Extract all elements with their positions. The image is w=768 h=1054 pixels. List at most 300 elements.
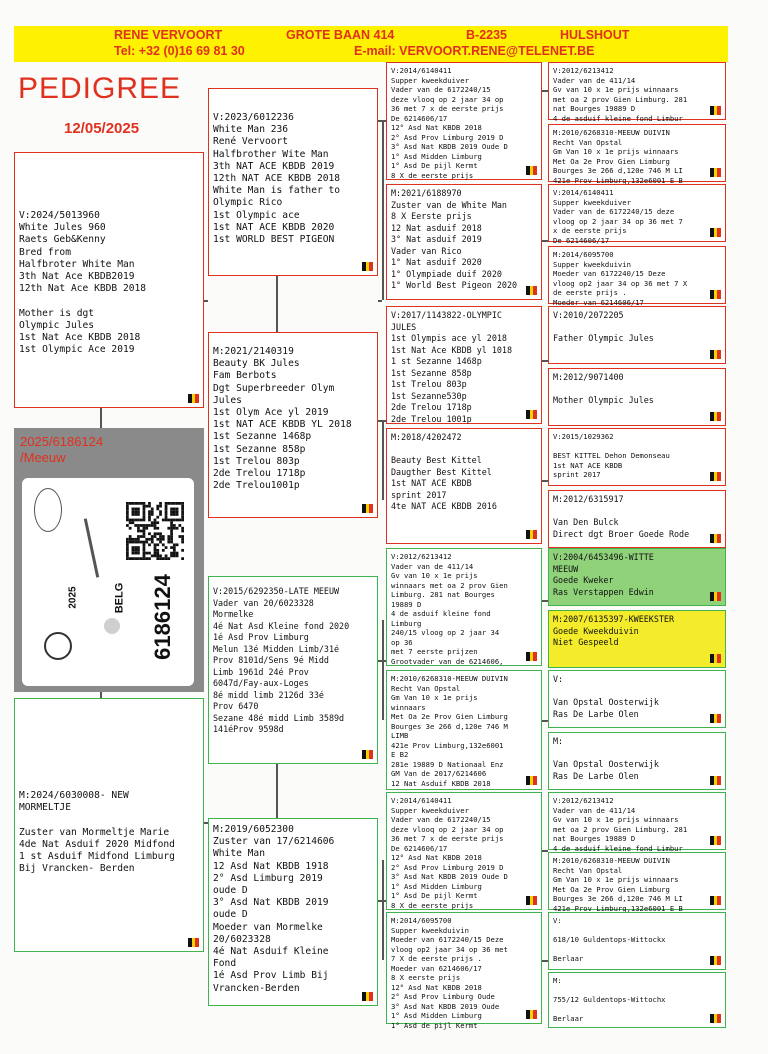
pedigree-line: V:2015/6292350-LATE MEEUW	[213, 586, 340, 596]
sire-sire-card	[208, 88, 378, 276]
pedigree-line: 19889 D	[391, 599, 422, 609]
belgian-flag-icon	[362, 504, 373, 513]
pedigree-line: 2° Asd Limburg 2019	[213, 872, 323, 884]
pedigree-line: Ras Verstappen Edwin	[553, 586, 654, 597]
pedigree-line: M:2010/6268310-MEEUW DUIVIN	[391, 674, 508, 683]
pedigree-line: V:2023/6012236	[213, 112, 294, 123]
tree-connector	[542, 90, 548, 92]
pedigree-line: vloog op2 jaar 34 op 36 met 7 X	[553, 278, 688, 288]
pedigree-line: Vader van Rico	[391, 245, 462, 256]
pedigree-line: V:	[553, 916, 562, 925]
breeder-phone: Tel: +32 (0)16 69 81 30	[114, 44, 245, 58]
g4-card-10	[548, 610, 726, 668]
pedigree-line: V:2012/6213412	[553, 66, 614, 75]
belgian-flag-icon	[710, 534, 721, 543]
belgian-flag-icon	[362, 992, 373, 1001]
pedigree-line: Prov 6470	[213, 701, 259, 711]
pedigree-line: 4 de asduif kleine fond	[391, 609, 491, 618]
tree-connector	[382, 860, 384, 960]
pedigree-line: met 7 eerste prijzen	[391, 647, 478, 656]
pedigree-line: 12° Asd Nat KBDB 2018	[391, 853, 482, 862]
pedigree-line: vloog op 2 jaar 34 op 36 met 7	[553, 216, 683, 226]
pedigree-line: V:2015/1029362	[553, 432, 614, 441]
pedigree-line: V:2014/6140411	[553, 188, 614, 197]
pedigree-line: Moeder van 6214606/17	[553, 297, 644, 307]
pedigree-line: 1st WORLD BEST PIGEON	[213, 234, 335, 246]
pedigree-line: Gv van 10 x 1e prijs	[391, 571, 478, 580]
pedigree-line: Vader van de 6172240/15	[391, 815, 491, 824]
pedigree-line: 3th Nat Ace KBDB2019	[19, 271, 135, 283]
pedigree-line: Bij Vrancken- Berden	[19, 863, 135, 875]
belgian-flag-icon	[710, 714, 721, 723]
g3-card-6	[386, 670, 542, 790]
pedigree-line: 8 X de eerste prijs	[391, 170, 474, 180]
pedigree-line	[553, 748, 721, 760]
pedigree-line: Dgt Superbreeder Olym	[213, 382, 335, 394]
breeder-email: E-mail: VERVOORT.RENE@TELENET.BE	[354, 44, 595, 58]
pedigree-line	[553, 384, 721, 396]
pedigree-line: M:	[553, 976, 562, 985]
pedigree-line: 1st Sezanne530p	[391, 390, 467, 401]
pedigree-line: Van Opstal Oosterwijk	[553, 697, 659, 707]
pedigree-line: Gm Van 10 x 1e prijs winnaars	[553, 875, 679, 884]
pedigree-line: 421e Prov Limburg,132e6001	[391, 740, 504, 750]
pedigree-line: M:	[553, 736, 564, 746]
pedigree-line: Fam Berbots	[213, 370, 277, 382]
pedigree-line: 8é midd limb 2126d 33é	[213, 689, 324, 700]
pedigree-line: Zuster van 17/6214606	[213, 836, 335, 848]
pedigree-line: 1é Asd Prov Limb Bij	[213, 970, 329, 982]
pedigree-line: Supper kweekduiver	[391, 75, 469, 85]
pedigree-line: 1° World Best Pigeon 2020	[391, 280, 518, 290]
pedigree-line: op 36	[391, 637, 413, 647]
pedigree-line: 12 Asd Nat KBDB 1918	[213, 860, 329, 872]
pedigree-line: Jules	[213, 394, 242, 406]
pedigree-line: winnaars met oa 2 prov Gien	[391, 580, 508, 590]
pedigree-line: 3° Asd Nat KBDB 2019 Oude D	[391, 142, 508, 151]
pedigree-line: 2de Trelou 1718p	[391, 402, 472, 412]
pedigree-line: 1st Olym Ace yl 2019	[213, 407, 329, 419]
pedigree-line: 1° Asd De pijl Kermt	[391, 891, 478, 900]
pedigree-line: Supper kweekduiver	[553, 197, 631, 207]
pedigree-line: Bourges 3e 266 d,120e 746 M LI	[553, 894, 683, 903]
pedigree-line: Fond	[213, 958, 237, 970]
ring-label	[20, 434, 103, 466]
header-banner	[14, 26, 728, 62]
kbdb-seal-icon	[34, 488, 62, 532]
tree-connector	[382, 420, 384, 500]
belgian-flag-icon	[526, 896, 537, 905]
pedigree-line: Vader van de 411/14	[391, 561, 474, 571]
tree-connector	[276, 300, 278, 302]
pedigree-line: 1st Olympic ace	[213, 209, 300, 221]
pedigree-line: 1st Olympis ace yl 2018	[391, 333, 507, 343]
g4-card-14	[548, 852, 726, 913]
pedigree-line: 421e Prov Limburg,132e6001 E B	[553, 175, 683, 185]
pedigree-line: 4é Nat Asd Kleine fond 2020	[213, 620, 350, 631]
pedigree-line: 12th NAT ACE KBDB 2018	[213, 173, 341, 185]
pedigree-line: 3° Asd Nat KBDB 2019 Oude	[391, 1001, 500, 1011]
pedigree-line: Ras De Larbe Olen	[553, 770, 639, 781]
pedigree-line: Father Olympic Jules	[553, 333, 654, 343]
pedigree-line: 8 X eerste prijs	[391, 973, 461, 982]
pedigree-line: Moeder van Mormelke	[213, 921, 323, 933]
pedigree-line: Supper kweekduivin	[553, 259, 631, 269]
pedigree-line: Zuster van de White Man	[391, 199, 507, 210]
pedigree-line: Met Oa 2e Prov Gien Limburg	[391, 712, 508, 721]
pedigree-line: 755/12 Guldentops-Wittochx	[553, 995, 666, 1004]
pedigree-line: 12th Nat Ace KBDB 2018	[19, 283, 147, 295]
pedigree-line: Vader van de 411/14	[553, 805, 636, 815]
pedigree-line: x de eerste prijs	[553, 226, 627, 235]
pedigree-line	[19, 295, 199, 307]
pedigree-line: oude D	[213, 885, 248, 897]
belgian-flag-icon	[710, 106, 721, 115]
belgian-flag-icon	[710, 654, 721, 663]
g4-card-7	[548, 428, 726, 486]
pedigree-line: Recht Van Opstal	[391, 683, 461, 693]
belgian-flag-icon	[362, 262, 373, 271]
pedigree-line: 281e 19889 D Nationaal Enz	[391, 759, 504, 769]
pedigree-line: Beauty BK Jules	[213, 358, 300, 370]
pedigree-line: 1st Nat Ace KBDB yl 1018	[391, 344, 513, 355]
belgian-flag-icon	[710, 290, 721, 299]
pedigree-line: Prov 8101d/Sens 9é Midd	[213, 655, 329, 665]
tree-connector	[100, 408, 102, 428]
pedigree-line: 6047d/Fay-aux-Loges	[213, 678, 309, 688]
pedigree-line: nat Bourges 19889 D	[553, 104, 636, 113]
breeder-city: HULSHOUT	[560, 28, 630, 42]
pedigree-line: René Vervoort	[213, 136, 289, 148]
pedigree-line: 1st Olympic Ace 2019	[19, 344, 135, 356]
pedigree-line: Goede Kweekduivin	[553, 625, 639, 636]
g4-card-1	[548, 62, 726, 123]
pedigree-line: Berlaar	[553, 954, 584, 963]
pedigree-line: sprint 2017	[391, 489, 447, 500]
pedigree-line: 1st NAT ACE KBDB	[553, 460, 623, 470]
pedigree-line: 2de Trelou1001p	[213, 480, 300, 492]
pedigree-line: 12° Asd Nat KBDB 2018	[391, 123, 482, 132]
pedigree-line: Berlaar	[553, 1014, 584, 1023]
sire-dam-card	[208, 332, 378, 518]
pedigree-line: V:2014/6140411	[391, 796, 452, 805]
belgian-flag-icon	[526, 530, 537, 539]
g4-card-9	[548, 548, 726, 606]
pedigree-line: Gv van 10 x 1e prijs winnaars	[553, 815, 679, 824]
pedigree-line: 4é Nat Asduif Kleine	[213, 946, 329, 958]
ring-number: 6186124	[149, 574, 175, 660]
pedigree-line: Vader van de 6172240/15	[391, 85, 491, 94]
pedigree-line: Vader van de 411/14	[553, 75, 636, 85]
pedigree-line: Ras De Larbe Olen	[553, 708, 639, 719]
dam-card	[14, 698, 204, 952]
pedigree-line: 3th NAT ACE KBDB 2019	[213, 160, 335, 172]
pedigree-line: Bourges 3e 266 d,120e 746 M	[391, 721, 508, 731]
pedigree-line: M:2010/6268310-MEEUW DUIVIN	[553, 128, 670, 137]
g3-card-5	[386, 548, 542, 666]
pedigree-line: 3° Asd Nat KBDB 2019	[213, 897, 329, 909]
g4-card-8	[548, 490, 726, 548]
pedigree-line: 4de Nat Asduif 2020 Midfond	[19, 838, 175, 850]
pedigree-line: M:2021/2140319	[213, 346, 294, 357]
g3-card-1	[386, 62, 542, 180]
breeder-street: GROTE BAAN 414	[286, 28, 395, 42]
tree-connector	[542, 360, 548, 362]
pedigree-line: M:2007/6135397-KWEEKSTER	[553, 614, 675, 624]
pedigree-line: Mother Olympic Jules	[553, 395, 654, 405]
pedigree-line: 8 X de eerste prijs	[391, 900, 474, 910]
sire-card	[14, 152, 204, 408]
pedigree-line: Moeder van 6172240/15 Deze	[391, 935, 504, 944]
pedigree-line: 2° Asd Prov Limburg 2019 D	[391, 862, 504, 872]
pedigree-line: 1st NAT ACE KBDB YL 2018	[213, 419, 352, 431]
pedigree-line: Daugther Best Kittel	[391, 466, 492, 477]
pedigree-line	[553, 1005, 721, 1015]
page-title: PEDIGREE	[18, 72, 182, 105]
pedigree-line	[553, 322, 721, 334]
ring-label-number: 2025/6186124	[20, 434, 104, 449]
pedigree-line: 1° Asd Midden Limburg	[391, 881, 482, 891]
tree-connector	[204, 822, 208, 824]
pedigree-line: White Man is father to	[213, 185, 341, 197]
tree-connector	[542, 720, 548, 722]
g4-card-6	[548, 368, 726, 426]
pedigree-line: Van Den Bulck	[553, 517, 619, 527]
pedigree-line: Van Opstal Oosterwijk	[553, 759, 659, 769]
pedigree-line: MORMELTJE	[19, 802, 71, 814]
pedigree-line: Recht Van Opstal	[553, 137, 623, 147]
pedigree-line: V:2024/5013960	[19, 210, 100, 221]
pedigree-line: 1st Nat Ace KBDB 2018	[19, 332, 141, 344]
tree-connector	[542, 850, 548, 852]
pedigree-line: 8 X Eerste prijs	[391, 211, 472, 221]
belgian-flag-icon	[526, 286, 537, 295]
pedigree-line: 2° Asd Prov Limburg 2019 D	[391, 132, 504, 142]
pedigree-line: Niet Gespeeld	[553, 637, 619, 647]
pedigree-line	[553, 926, 721, 936]
pedigree-line: M:2014/6095700	[391, 916, 452, 925]
g4-card-15	[548, 912, 726, 970]
pedigree-line: E B2	[391, 750, 409, 759]
pedigree-line: De 6214606/17	[391, 843, 448, 853]
g3-card-2	[386, 184, 542, 300]
ring-label-sex: /Meeuw	[20, 450, 66, 465]
tree-connector	[276, 276, 278, 332]
pedigree-line: Melun 13é Midden Limb/31é	[213, 643, 340, 654]
pedigree-line: White Man	[213, 848, 265, 860]
pedigree-line: vloog op2 jaar 34 op 36 met	[391, 944, 508, 954]
pedigree-line: 3° Asd Nat KBDB 2019 Oude D	[391, 872, 508, 881]
pedigree-line: V:2012/6213412	[391, 552, 452, 561]
pedigree-line: Sezane 48é midd Limb 3589d	[213, 712, 345, 723]
pedigree-line: Limburg. 281 nat Bourges	[391, 590, 495, 599]
pedigree-line: 1 st Sezanne 1468p	[391, 356, 482, 366]
pedigree-line: Mother is dgt	[19, 307, 95, 319]
pedigree-line: 1st Sezanne 858p	[391, 367, 472, 378]
pedigree-line: Vrancken-Berden	[213, 982, 300, 994]
pedigree-line: White Man 236	[213, 124, 289, 136]
pedigree-line: 1st Sezanne 1468p	[213, 431, 312, 443]
pedigree-line: 4 de asduif kleine fond Limbur	[553, 843, 683, 853]
pedigree-line: 1° Asd Midden Limburg	[391, 151, 482, 161]
pedigree-line: V:2004/6453496-WITTE	[553, 552, 654, 562]
g3-card-8	[386, 912, 542, 1030]
pedigree-line: 36 met 7 x de eerste prijs	[391, 104, 504, 113]
pedigree-line: M:2019/6052300	[213, 824, 294, 835]
belgian-flag-icon	[526, 776, 537, 785]
dam-dam-card	[208, 818, 378, 1006]
belgian-flag-icon	[362, 750, 373, 759]
belgian-flag-icon	[710, 228, 721, 237]
pedigree-line	[553, 506, 721, 518]
tree-connector	[542, 960, 548, 962]
pedigree-line: Grootvader van de 6214606,	[391, 656, 504, 666]
belgian-flag-icon	[188, 938, 199, 947]
belgian-flag-icon	[526, 652, 537, 661]
pedigree-line: Gm Van 10 x 1e prijs	[391, 693, 478, 702]
pedigree-line: 618/10 Guldentops-Wittockx	[553, 935, 666, 944]
pedigree-line: 1st Trelou 803p	[213, 455, 300, 467]
pedigree-line: 12° Asd Nat KBDB 2018	[391, 982, 482, 992]
ring-card	[22, 478, 194, 686]
qr-code-icon	[126, 502, 184, 560]
tree-connector	[378, 300, 382, 302]
pedigree-line	[553, 686, 721, 698]
pedigree-line: 240/15 vloog op 2 jaar 34	[391, 628, 500, 637]
g3-card-4	[386, 428, 542, 544]
card-hole	[104, 618, 120, 634]
pedigree-line: Moeder van 6172240/15 Deze	[553, 269, 666, 278]
pedigree-line: Gv van 10 x 1e prijs winnaars	[553, 85, 679, 94]
pedigree-line: deze vlooq op 2 jaar 34 op	[391, 824, 504, 834]
pedigree-line: de eerste prijs .	[553, 288, 627, 297]
g3-card-3	[386, 306, 542, 424]
pedigree-line: GM Van de 2017/6214606	[391, 769, 487, 778]
pedigree-line: 4 de asduif kleine fond Limbur	[553, 113, 683, 123]
pedigree-line: nat Bourges 19889 D	[553, 834, 636, 843]
pedigree-line: 1° Olympiade duif 2020	[391, 268, 502, 279]
pedigree-line: winnaars	[391, 702, 426, 712]
pedigree-line: Met Oa 2e Prov Gien Limburg	[553, 884, 670, 894]
pedigree-line: 12 Nat asduif 2018	[391, 222, 482, 233]
pedigree-line: 1st Sezanne 858p	[213, 443, 306, 455]
belgian-flag-icon	[188, 394, 199, 403]
pedigree-line: MEEUW	[553, 563, 579, 574]
belgian-flag-icon	[710, 168, 721, 177]
pedigree-line: M:2024/6030008- NEW	[19, 790, 129, 801]
pedigree-line: Halfbrother Wite Man	[213, 148, 329, 160]
pedigree-line: 2de Trelou 1718p	[213, 468, 306, 480]
belgian-flag-icon	[710, 412, 721, 421]
pedigree-line: sprint 2017	[553, 470, 601, 479]
dam-sire-card	[208, 576, 378, 764]
pedigree-line: 20/6023328	[213, 933, 271, 945]
pedigree-date: 12/05/2025	[64, 120, 140, 137]
pedigree-line: Raets Geb&Kenny	[19, 234, 106, 246]
pedigree-line: Olympic Jules	[19, 319, 95, 331]
pedigree-line	[553, 945, 721, 955]
pedigree-line: 1st NAT ACE KBDB 2020	[213, 221, 335, 233]
tree-connector	[204, 300, 208, 302]
belgian-flag-icon	[710, 836, 721, 845]
pedigree-line: 1° Nat asduif 2020	[391, 257, 482, 267]
pedigree-line: Olympic Rico	[213, 197, 283, 209]
pedigree-line: Bourges 3e 266 d,120e 746 M LI	[553, 166, 683, 175]
pedigree-line: Bred from	[19, 246, 71, 258]
pedigree-line: oude D	[213, 909, 248, 921]
ring-year: 2025	[67, 586, 79, 609]
g4-card-11	[548, 670, 726, 728]
federation-logo-icon	[44, 632, 72, 660]
tree-connector	[382, 620, 384, 720]
pedigree-line: 421e Prov Limburg,132e6001 E B	[553, 903, 683, 913]
pedigree-line: 1 st Asduif Midfond Limburg	[19, 851, 175, 863]
belgian-flag-icon	[526, 410, 537, 419]
g4-card-5	[548, 306, 726, 364]
tree-connector	[382, 120, 384, 300]
pedigree-line: Vader van de 6172240/15 deze	[553, 207, 675, 216]
tree-connector	[542, 480, 548, 482]
pedigree-line: 1st Trelou 803p	[391, 379, 467, 389]
pedigree-line: Direct dgt Broer Goede Rode	[553, 528, 690, 539]
pedigree-line: Supper kweekduivin	[391, 925, 469, 935]
pedigree-line	[19, 814, 199, 826]
breeder-name: RENE VERVOORT	[114, 28, 223, 42]
pedigree-line: Goede Kweker	[553, 575, 614, 585]
g3-card-7	[386, 792, 542, 910]
pedigree-line	[391, 444, 537, 456]
belgian-flag-icon	[710, 1014, 721, 1023]
pedigree-line: Limb 1961d 24é Prov	[213, 666, 309, 677]
pedigree-line	[553, 986, 721, 996]
belgian-flag-icon	[526, 1010, 537, 1019]
belgian-flag-icon	[710, 592, 721, 601]
pedigree-line: Supper kweekduiver	[391, 805, 469, 815]
pedigree-line: V:2012/6213412	[553, 796, 614, 805]
pedigree-line: 4te NAT ACE KBDB 2016	[391, 501, 497, 511]
tree-connector	[542, 600, 548, 602]
tree-connector	[276, 764, 278, 818]
pedigree-line: JULES	[391, 321, 417, 332]
pedigree-line: BEST KITTEL Dehon Demonseau	[553, 451, 670, 460]
pedigree-line: LIMB	[391, 731, 409, 740]
belgian-flag-icon	[710, 472, 721, 481]
g4-card-3	[548, 184, 726, 245]
tree-connector	[100, 692, 102, 698]
pedigree-line: 36 met 7 x de eerste prijs	[391, 834, 504, 843]
pedigree-line: 3° Nat asduif 2019	[391, 234, 482, 244]
pedigree-line: 12 Nat Asduif KBDB 2018	[391, 778, 491, 788]
pedigree-line: 7 X de eerste prijs .	[391, 954, 482, 963]
pedigree-line: 1é Asd Prov Limburg	[213, 632, 309, 642]
pedigree-line: 1° Asd de pijl Kermt	[391, 1020, 478, 1030]
pedigree-line: met oa 2 prov Gien Limburg. 281	[553, 824, 688, 834]
tree-connector	[542, 240, 548, 242]
card-pin	[84, 518, 99, 577]
pedigree-line: Halfbroter White Man	[19, 258, 135, 270]
pedigree-line: 2° Asd Prov Limburg Oude	[391, 992, 495, 1001]
pedigree-line: Moeder van 6214606/17	[391, 963, 482, 973]
breeder-postcode: B-2235	[466, 28, 507, 42]
pedigree-line: V:2017/1143822-OLYMPIC	[391, 310, 502, 320]
g4-card-13	[548, 792, 726, 853]
pedigree-line	[553, 442, 721, 452]
pedigree-line: 1° Asd De pijl Kermt	[391, 161, 478, 170]
pedigree-line: 2de Trelou 1001p	[391, 413, 472, 424]
pedigree-line: met oa 2 prov Gien Limburg. 281	[553, 94, 688, 104]
pedigree-line: Mormelke	[213, 609, 254, 619]
pedigree-line: Beauty Best Kittel	[391, 455, 482, 465]
